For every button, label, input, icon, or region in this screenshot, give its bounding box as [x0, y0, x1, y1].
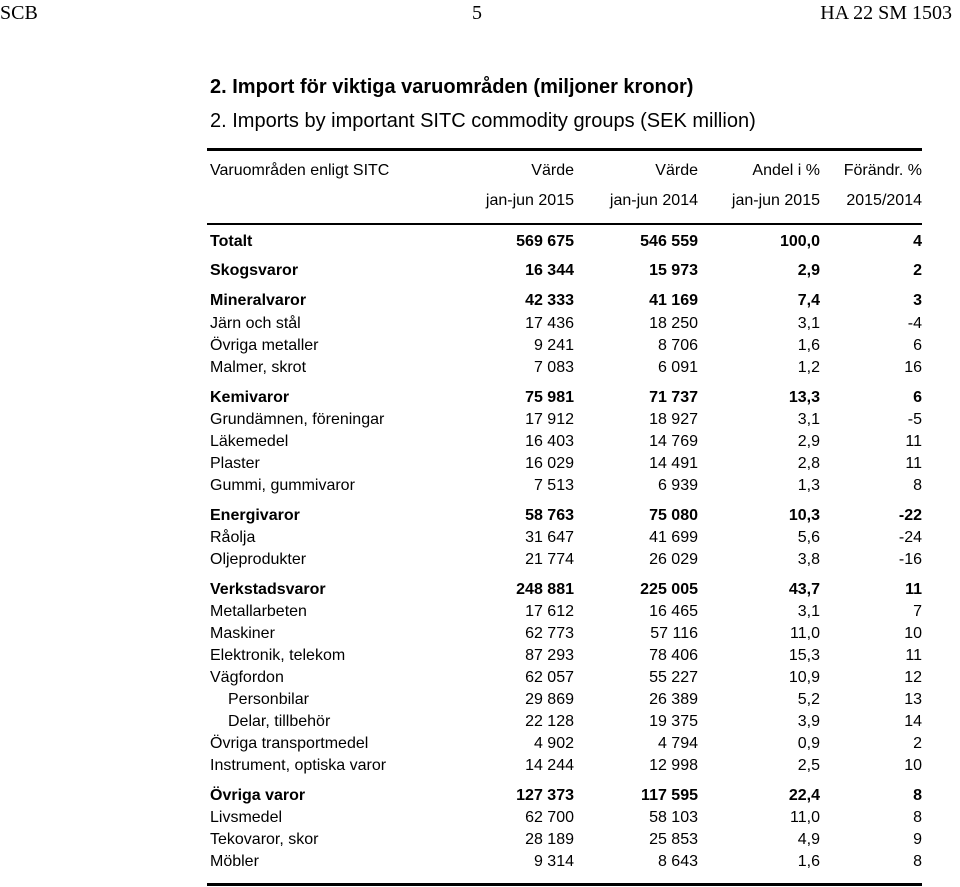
row-label: Malmer, skrot: [210, 359, 307, 376]
change-percent: 9: [913, 831, 922, 848]
change-percent: -4: [907, 315, 922, 332]
value-jan-jun-2014: 6 091: [657, 359, 698, 376]
value-jan-jun-2015: 62 700: [525, 809, 574, 826]
share-percent: 7,4: [797, 292, 820, 309]
value-jan-jun-2015: 7 513: [533, 477, 574, 494]
value-jan-jun-2014: 18 927: [649, 411, 698, 428]
share-percent: 15,3: [788, 647, 820, 664]
table-row: [0, 292, 960, 312]
table-title-en: 2. Imports by important SITC commodity groups (SEK million): [210, 110, 756, 132]
column-header-c4-top: Förändr. %: [843, 162, 922, 179]
change-percent: 14: [904, 713, 922, 730]
value-jan-jun-2015: 16 029: [525, 455, 574, 472]
change-percent: 11: [905, 647, 922, 664]
column-header-c2-sub: jan-jun 2014: [609, 192, 698, 209]
change-percent: 7: [913, 603, 922, 620]
row-label: Gummi, gummivaror: [210, 477, 355, 494]
value-jan-jun-2015: 75 981: [525, 389, 574, 406]
change-percent: 16: [904, 359, 922, 376]
share-percent: 3,1: [797, 603, 820, 620]
value-jan-jun-2015: 28 189: [525, 831, 574, 848]
value-jan-jun-2014: 18 250: [649, 315, 698, 332]
value-jan-jun-2014: 8 643: [657, 853, 698, 870]
share-percent: 5,2: [797, 691, 820, 708]
value-jan-jun-2014: 26 389: [649, 691, 698, 708]
value-jan-jun-2014: 26 029: [649, 551, 698, 568]
value-jan-jun-2014: 225 005: [640, 581, 698, 598]
change-percent: 10: [904, 757, 922, 774]
value-jan-jun-2014: 15 973: [649, 262, 698, 279]
row-label: Elektronik, telekom: [210, 647, 346, 664]
share-percent: 2,8: [797, 455, 820, 472]
table-row: [0, 529, 960, 549]
row-label: Skogsvaror: [210, 262, 299, 279]
share-percent: 22,4: [788, 787, 820, 804]
share-percent: 1,6: [797, 853, 820, 870]
column-header-label: Varuområden enligt SITC: [210, 162, 390, 179]
header-rule: [207, 223, 922, 225]
table-row: [0, 757, 960, 777]
row-label: Energivaror: [210, 507, 300, 524]
row-label: Övriga transportmedel: [210, 735, 369, 752]
document-code: HA 22 SM 1503: [820, 2, 952, 24]
row-label: Mineralvaror: [210, 292, 307, 309]
value-jan-jun-2014: 14 491: [649, 455, 698, 472]
change-percent: 2: [913, 262, 922, 279]
share-percent: 0,9: [797, 735, 820, 752]
table-row: [0, 455, 960, 475]
value-jan-jun-2015: 4 902: [533, 735, 574, 752]
value-jan-jun-2015: 62 773: [525, 625, 574, 642]
value-jan-jun-2015: 62 057: [525, 669, 574, 686]
change-percent: 11: [905, 581, 922, 598]
share-percent: 100,0: [779, 233, 820, 250]
column-header-c3-sub: jan-jun 2015: [731, 192, 820, 209]
row-label: Instrument, optiska varor: [210, 757, 387, 774]
value-jan-jun-2014: 546 559: [640, 233, 698, 250]
value-jan-jun-2015: 9 314: [533, 853, 574, 870]
value-jan-jun-2014: 14 769: [649, 433, 698, 450]
table-row: [0, 581, 960, 601]
row-label: Personbilar: [228, 691, 309, 708]
value-jan-jun-2015: 7 083: [533, 359, 574, 376]
value-jan-jun-2015: 248 881: [516, 581, 574, 598]
change-percent: -5: [907, 411, 922, 428]
row-label: Järn och stål: [210, 315, 301, 332]
value-jan-jun-2014: 41 699: [649, 529, 698, 546]
table-row: [0, 713, 960, 733]
row-label: Läkemedel: [210, 433, 289, 450]
table-row: [0, 809, 960, 829]
share-percent: 43,7: [788, 581, 820, 598]
table-row: [0, 233, 960, 253]
page-number: 5: [472, 2, 482, 24]
share-percent: 10,3: [788, 507, 820, 524]
header-org: SCB: [0, 2, 38, 24]
value-jan-jun-2014: 71 737: [649, 389, 698, 406]
value-jan-jun-2014: 6 939: [657, 477, 698, 494]
table-row: [0, 551, 960, 571]
share-percent: 11,0: [790, 625, 820, 642]
table-row: [0, 831, 960, 851]
row-label: Övriga varor: [210, 787, 306, 804]
change-percent: 6: [913, 337, 922, 354]
value-jan-jun-2015: 17 912: [525, 411, 574, 428]
value-jan-jun-2015: 29 869: [525, 691, 574, 708]
change-percent: 6: [913, 389, 922, 406]
column-header-c4-sub: 2015/2014: [846, 192, 922, 209]
value-jan-jun-2015: 22 128: [525, 713, 574, 730]
value-jan-jun-2015: 42 333: [525, 292, 574, 309]
change-percent: 11: [905, 455, 922, 472]
change-percent: 8: [913, 477, 922, 494]
change-percent: 8: [913, 809, 922, 826]
row-label: Totalt: [210, 233, 253, 250]
value-jan-jun-2014: 4 794: [657, 735, 698, 752]
value-jan-jun-2015: 569 675: [516, 233, 574, 250]
value-jan-jun-2015: 9 241: [533, 337, 574, 354]
row-label: Verkstadsvaror: [210, 581, 326, 598]
table-row: [0, 647, 960, 667]
value-jan-jun-2015: 14 244: [525, 757, 574, 774]
change-percent: -24: [898, 529, 922, 546]
value-jan-jun-2014: 58 103: [649, 809, 698, 826]
share-percent: 3,1: [797, 411, 820, 428]
row-label: Tekovaror, skor: [210, 831, 319, 848]
table-row: [0, 853, 960, 873]
table-row: [0, 507, 960, 527]
table-row: [0, 337, 960, 357]
change-percent: 8: [913, 787, 922, 804]
top-rule: [207, 148, 922, 151]
row-label: Vägfordon: [210, 669, 284, 686]
value-jan-jun-2014: 41 169: [649, 292, 698, 309]
value-jan-jun-2014: 57 116: [650, 625, 698, 642]
table-row: [0, 735, 960, 755]
row-label: Kemivaror: [210, 389, 290, 406]
share-percent: 2,5: [797, 757, 820, 774]
value-jan-jun-2014: 78 406: [649, 647, 698, 664]
share-percent: 3,9: [797, 713, 820, 730]
table-row: [0, 315, 960, 335]
change-percent: 3: [913, 292, 922, 309]
change-percent: 8: [913, 853, 922, 870]
column-header-c1-sub: jan-jun 2015: [485, 192, 574, 209]
change-percent: 12: [904, 669, 922, 686]
share-percent: 11,0: [790, 809, 820, 826]
value-jan-jun-2014: 25 853: [649, 831, 698, 848]
change-percent: 13: [904, 691, 922, 708]
value-jan-jun-2014: 12 998: [649, 757, 698, 774]
change-percent: -16: [898, 551, 922, 568]
table-row: [0, 787, 960, 807]
share-percent: 4,9: [797, 831, 820, 848]
share-percent: 3,1: [797, 315, 820, 332]
table-title-sv: 2. Import för viktiga varuområden (miljoner kronor): [210, 76, 694, 98]
change-percent: 4: [913, 233, 922, 250]
row-label: Möbler: [210, 853, 259, 870]
row-label: Plaster: [210, 455, 260, 472]
share-percent: 3,8: [797, 551, 820, 568]
row-label: Delar, tillbehör: [228, 713, 331, 730]
row-label: Övriga metaller: [210, 337, 319, 354]
value-jan-jun-2015: 58 763: [525, 507, 574, 524]
row-label: Råolja: [210, 529, 256, 546]
row-label: Maskiner: [210, 625, 275, 642]
bottom-rule: [207, 883, 922, 886]
column-header-c1-top: Värde: [531, 162, 574, 179]
share-percent: 2,9: [797, 262, 820, 279]
value-jan-jun-2014: 19 375: [649, 713, 698, 730]
table-row: [0, 262, 960, 282]
share-percent: 10,9: [788, 669, 820, 686]
share-percent: 1,3: [797, 477, 820, 494]
change-percent: 11: [905, 433, 922, 450]
change-percent: -22: [898, 507, 922, 524]
value-jan-jun-2015: 31 647: [525, 529, 574, 546]
value-jan-jun-2015: 16 403: [525, 433, 574, 450]
table-row: [0, 389, 960, 409]
value-jan-jun-2014: 16 465: [649, 603, 698, 620]
share-percent: 2,9: [797, 433, 820, 450]
value-jan-jun-2015: 21 774: [525, 551, 574, 568]
value-jan-jun-2015: 87 293: [525, 647, 574, 664]
share-percent: 13,3: [788, 389, 820, 406]
value-jan-jun-2015: 17 436: [525, 315, 574, 332]
column-header-c2-top: Värde: [655, 162, 698, 179]
table-row: [0, 625, 960, 645]
row-label: Grundämnen, föreningar: [210, 411, 385, 428]
value-jan-jun-2015: 17 612: [525, 603, 574, 620]
value-jan-jun-2014: 55 227: [649, 669, 698, 686]
value-jan-jun-2015: 16 344: [525, 262, 574, 279]
change-percent: 2: [913, 735, 922, 752]
table-row: [0, 359, 960, 379]
value-jan-jun-2014: 117 595: [641, 787, 698, 804]
table-row: [0, 411, 960, 431]
table-row: [0, 691, 960, 711]
table-row: [0, 477, 960, 497]
row-label: Livsmedel: [210, 809, 283, 826]
value-jan-jun-2014: 75 080: [649, 507, 698, 524]
share-percent: 1,2: [797, 359, 820, 376]
share-percent: 1,6: [797, 337, 820, 354]
table-row: [0, 603, 960, 623]
table-row: [0, 433, 960, 453]
share-percent: 5,6: [797, 529, 820, 546]
table-row: [0, 669, 960, 689]
row-label: Metallarbeten: [210, 603, 307, 620]
column-header-c3-top: Andel i %: [752, 162, 820, 179]
value-jan-jun-2015: 127 373: [516, 787, 574, 804]
value-jan-jun-2014: 8 706: [657, 337, 698, 354]
row-label: Oljeprodukter: [210, 551, 307, 568]
change-percent: 10: [904, 625, 922, 642]
